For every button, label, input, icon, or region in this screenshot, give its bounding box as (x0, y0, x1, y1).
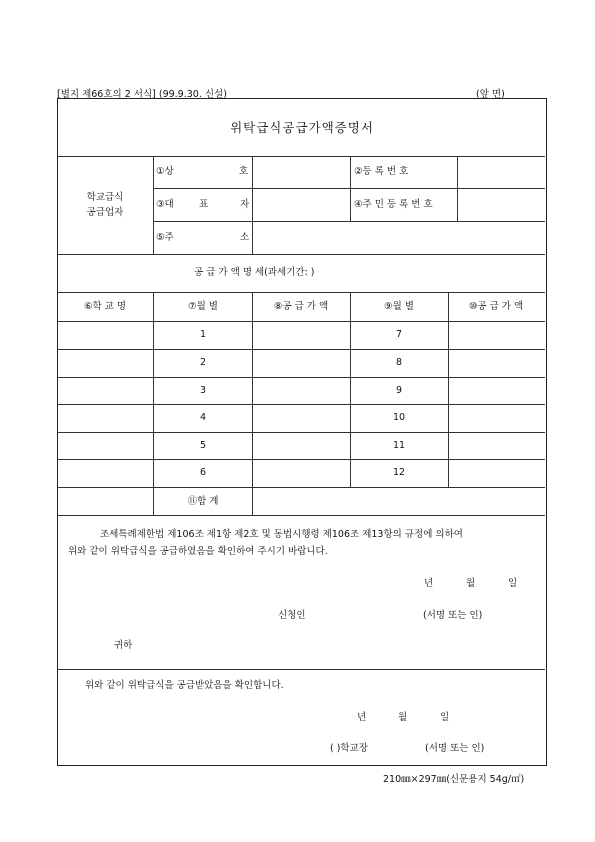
supply-amount-cell[interactable] (253, 322, 350, 349)
supply-amount-cell[interactable] (449, 405, 545, 432)
month-cell: 6 (199, 467, 207, 478)
page-side-label: (앞 면) (476, 89, 505, 100)
registration-number-field[interactable] (458, 157, 545, 188)
application-date-year: 년 (424, 578, 434, 589)
supply-amount-cell[interactable] (253, 433, 350, 459)
supply-amount-cell[interactable] (449, 433, 545, 459)
form-title: 위탁급식공급가액증명서 (230, 120, 374, 135)
rule-total (58, 515, 545, 516)
representative-field[interactable] (253, 189, 350, 221)
confirmation-date-day: 일 (440, 712, 450, 723)
supply-detail-heading: 공 급 가 액 명 세(과세기간: ) (194, 267, 315, 278)
month-cell: 1 (199, 329, 207, 340)
rule-detail-heading (58, 292, 545, 293)
application-text: 조세특례제한법 제106조 제1항 제2호 및 동법시행령 제106조 제13항의 규정에 의하여 (100, 529, 463, 540)
form-number: [별지 제66호의 2 서식] (99.9.30. 신설) (57, 89, 227, 100)
supply-amount-cell[interactable] (253, 405, 350, 432)
paper-size-note: 210㎜×297㎜(신문용지 54g/㎡) (383, 774, 525, 785)
resident-number-field[interactable] (458, 189, 545, 221)
applicant-signature[interactable]: (서명 또는 인) (423, 610, 483, 621)
total-label: ⑪합 계 (187, 496, 219, 507)
resident-number-label: ④주 민 등 록 번 호 (354, 199, 433, 210)
month-cell: 3 (199, 384, 207, 396)
confirmation-date-year: 년 (357, 712, 367, 723)
month-cell: 11 (392, 439, 406, 451)
supply-amount-cell[interactable] (253, 350, 350, 377)
rule-supplier-end (58, 254, 545, 255)
month-cell: 2 (199, 357, 207, 368)
application-date-month: 월 (466, 578, 476, 589)
supplier-group-label: 공급업자 (86, 207, 124, 218)
school-name-cell[interactable] (59, 378, 153, 404)
supply-amount-cell[interactable] (253, 378, 350, 404)
form-frame (57, 98, 547, 766)
supply-amount-cell[interactable] (449, 322, 545, 349)
rule-v-supplier-label (153, 156, 154, 254)
trade-name-field[interactable] (253, 157, 350, 188)
month-cell: 4 (199, 412, 207, 423)
school-name-cell[interactable] (59, 350, 153, 377)
representative-label: 자 (240, 199, 250, 210)
column-header-month: ⑨월 별 (384, 301, 414, 312)
addressee-label: 귀하 (114, 640, 133, 651)
month-cell: 7 (395, 329, 403, 340)
registration-number-label: ②등 록 번 호 (354, 166, 409, 177)
representative-label: ③대 (156, 199, 174, 210)
address-label: ⑤주 (156, 232, 174, 243)
rule-v-supplier-2 (350, 156, 351, 221)
total-amount-field[interactable] (253, 488, 545, 515)
rule-v-col-3 (350, 292, 351, 487)
school-name-cell[interactable] (59, 322, 153, 349)
confirmation-text: 위와 같이 위탁급식을 공급받았음을 확인합니다. (85, 680, 284, 691)
address-field[interactable] (253, 222, 545, 254)
month-cell: 12 (392, 467, 406, 478)
column-header-amount: ⑩공 급 가 액 (468, 301, 524, 312)
rule-application-end (58, 669, 545, 670)
column-header-amount: ⑧공 급 가 액 (273, 301, 329, 312)
supply-amount-cell[interactable] (449, 460, 545, 487)
address-label: 소 (240, 232, 250, 243)
supply-amount-cell[interactable] (449, 378, 545, 404)
month-cell: 9 (395, 384, 403, 396)
school-name-cell[interactable] (59, 405, 153, 432)
application-text: 위와 같이 위탁급식을 공급하였음을 확인하여 주시기 바랍니다. (68, 546, 328, 557)
school-name-cell[interactable] (59, 460, 153, 487)
trade-name-label: 호 (239, 166, 249, 177)
supply-amount-cell[interactable] (449, 350, 545, 377)
representative-label: 표 (199, 199, 209, 210)
column-header-month: ⑦월 별 (188, 301, 218, 312)
month-cell: 5 (199, 439, 207, 451)
trade-name-label: ①상 (156, 166, 174, 177)
month-cell: 10 (392, 412, 406, 423)
column-header-school: ⑥학 교 명 (83, 301, 127, 312)
principal-signature[interactable]: (서명 또는 인) (425, 743, 485, 754)
confirmation-date-month: 월 (398, 712, 408, 723)
applicant-label: 신청인 (278, 610, 306, 621)
supplier-group-label: 학교급식 (86, 192, 124, 203)
month-cell: 8 (395, 357, 403, 368)
school-name-cell[interactable] (59, 433, 153, 459)
application-date-day: 일 (508, 578, 518, 589)
rule-v-col-1 (153, 292, 154, 515)
supply-amount-cell[interactable] (253, 460, 350, 487)
school-principal-label: ( )학교장 (330, 743, 368, 754)
